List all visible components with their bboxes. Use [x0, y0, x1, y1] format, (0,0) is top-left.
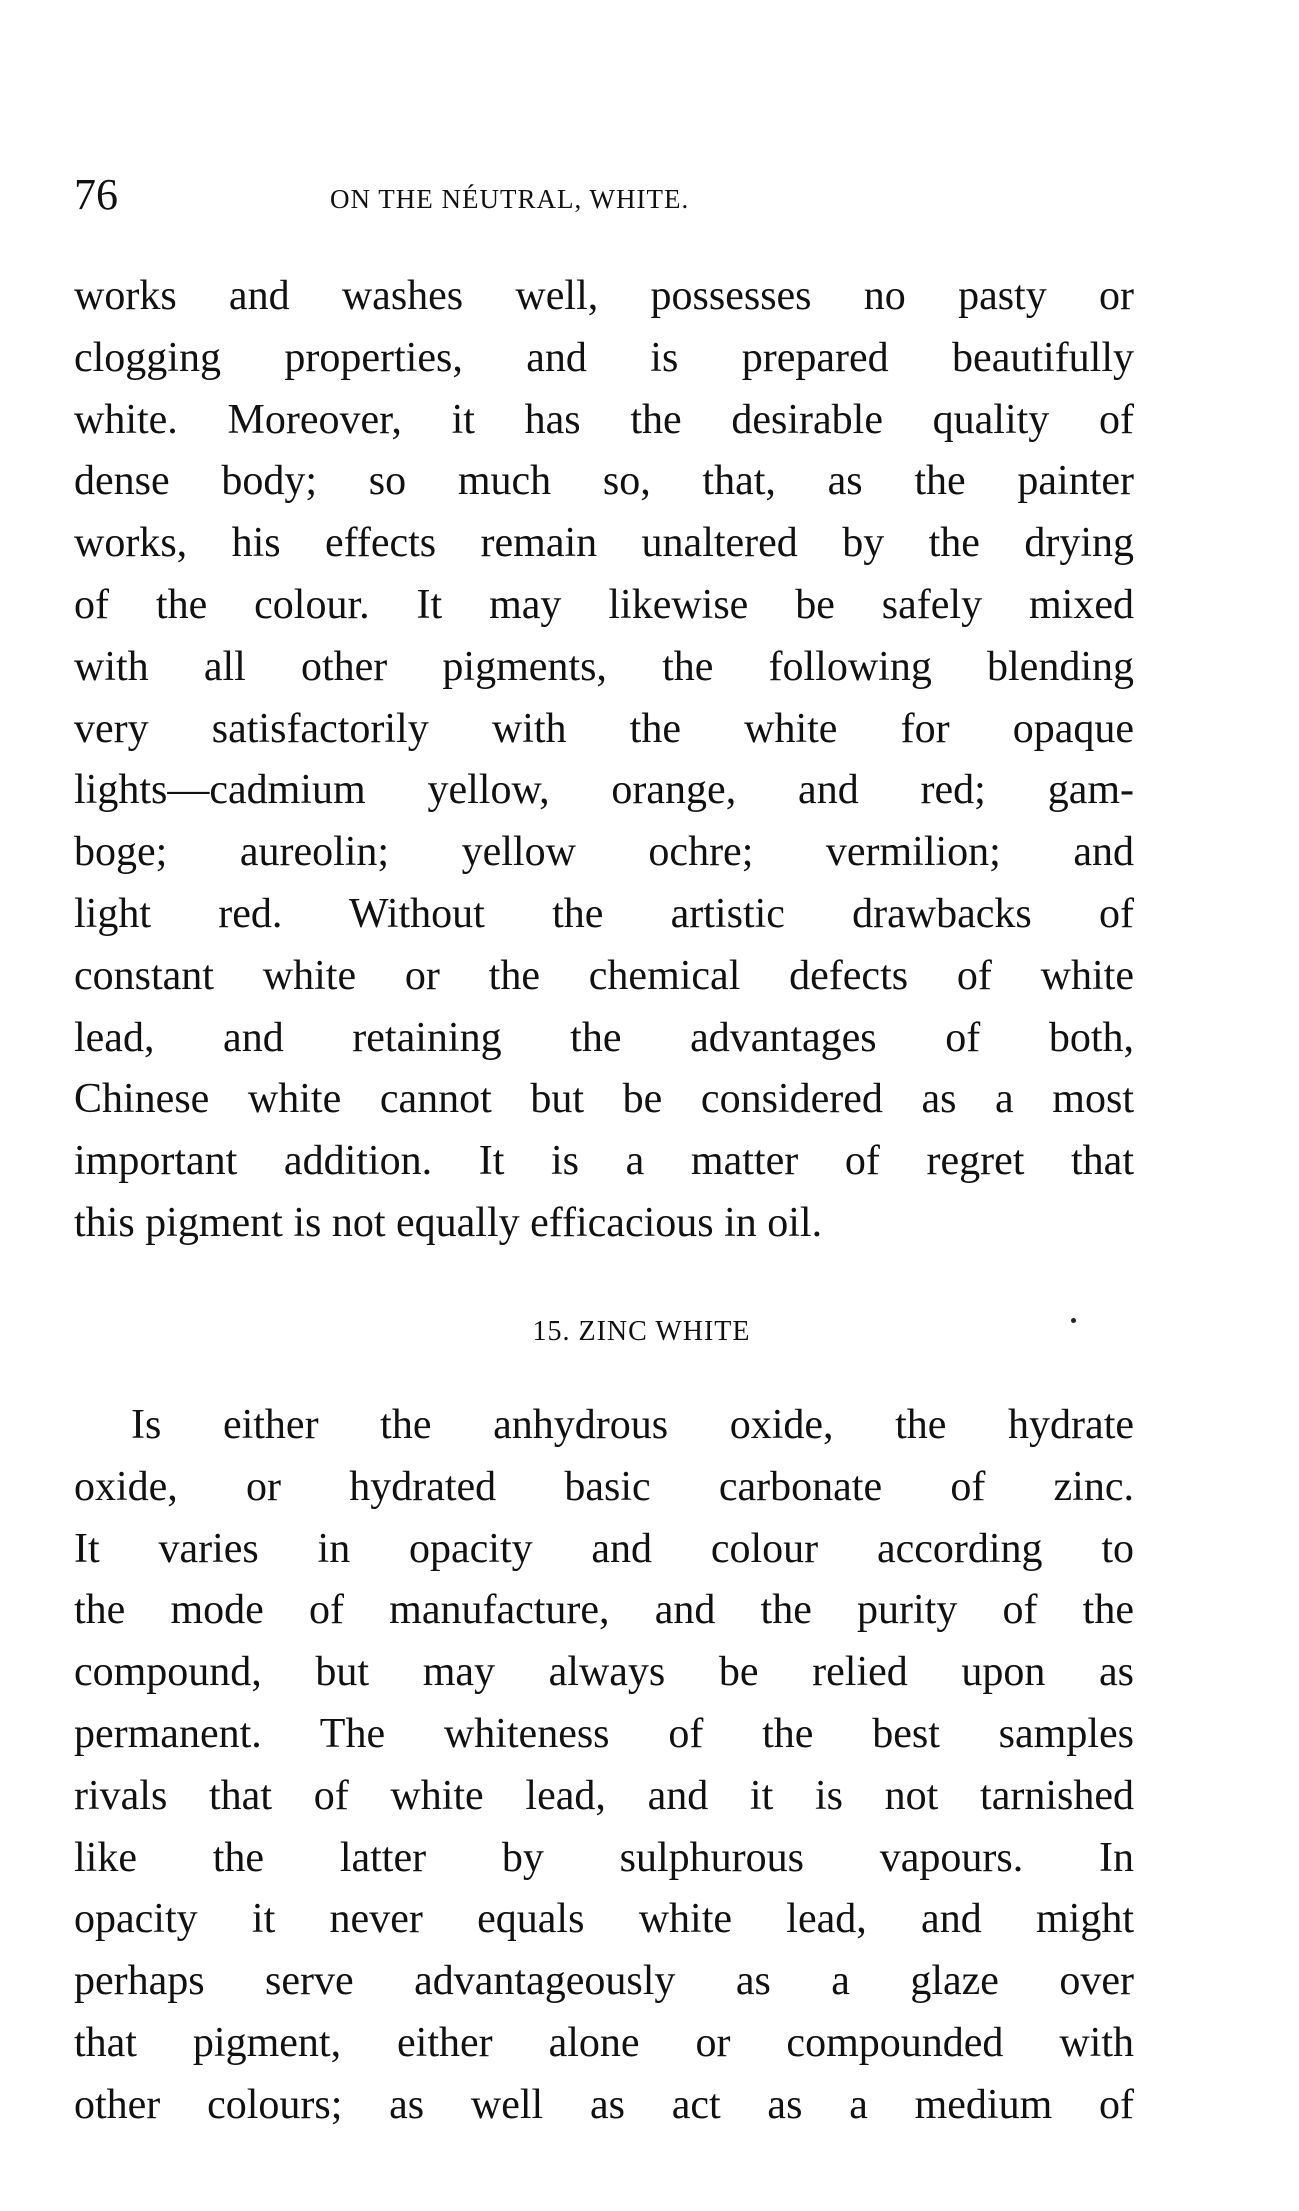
text-line: clogging properties, and is prepared beautifully [74, 334, 1134, 381]
page-number: 76 [74, 170, 118, 219]
text-line: white. Moreover, it has the desirable quality of [74, 396, 1134, 443]
text-line: constant white or the chemical defects of white [74, 952, 1134, 999]
print-speck [1071, 1318, 1076, 1323]
page-header [74, 170, 1134, 220]
text-line: opacity it never equals white lead, and might [74, 1896, 1134, 1943]
running-title: ON THE NÉUTRAL, WHITE. [330, 184, 690, 214]
text-line: perhaps serve advantageously as a glaze over [74, 1958, 1134, 2005]
paragraph-1 [74, 266, 1134, 1255]
text-line: boge; aureolin; yellow ochre; vermilion; and [74, 829, 1134, 876]
text-line: light red. Without the artistic drawbacks of [74, 890, 1134, 937]
text-line: Chinese white cannot but be considered as a most [74, 1076, 1134, 1123]
text-line: It varies in opacity and colour according to [74, 1525, 1134, 1572]
paragraph-2 [74, 1395, 1134, 2137]
text-line: that pigment, either alone or compounded with [74, 2019, 1134, 2066]
text-line: very satisfactorily with the white for opaque [74, 705, 1134, 752]
text-line: other colours; as well as act as a medium of [74, 2081, 1134, 2128]
text-line: Is either the anhydrous oxide, the hydrate [131, 1402, 1134, 1448]
text-line: with all other pigments, the following blending [74, 643, 1134, 690]
text-line: permanent. The whiteness of the best samples [74, 1710, 1134, 1757]
text-line: dense body; so much so, that, as the painter [74, 458, 1134, 505]
text-line: oxide, or hydrated basic carbonate of zinc. [74, 1463, 1134, 1510]
text-line: the mode of manufacture, and the purity of the [74, 1587, 1134, 1634]
section-heading [0, 1312, 1299, 1352]
text-line: lead, and retaining the advantages of both, [74, 1014, 1134, 1061]
text-line: rivals that of white lead, and it is not tarnished [74, 1772, 1134, 1819]
text-line: this pigment is not equally efficacious in oil. [74, 1199, 823, 1246]
text-line: compound, but may always be relied upon as [74, 1649, 1134, 1696]
text-line: like the latter by sulphurous vapours. In [74, 1834, 1134, 1881]
text-line: lights—cadmium yellow, orange, and red; gam- [74, 767, 1134, 814]
text-line: works, his effects remain unaltered by the drying [74, 520, 1134, 567]
text-line: important addition. It is a matter of regret that [74, 1138, 1134, 1185]
text-line: of the colour. It may likewise be safely mixed [74, 581, 1134, 628]
section-heading-text: 15. ZINC WHITE [532, 1316, 751, 1347]
text-line: works and washes well, possesses no pasty or [74, 273, 1134, 319]
